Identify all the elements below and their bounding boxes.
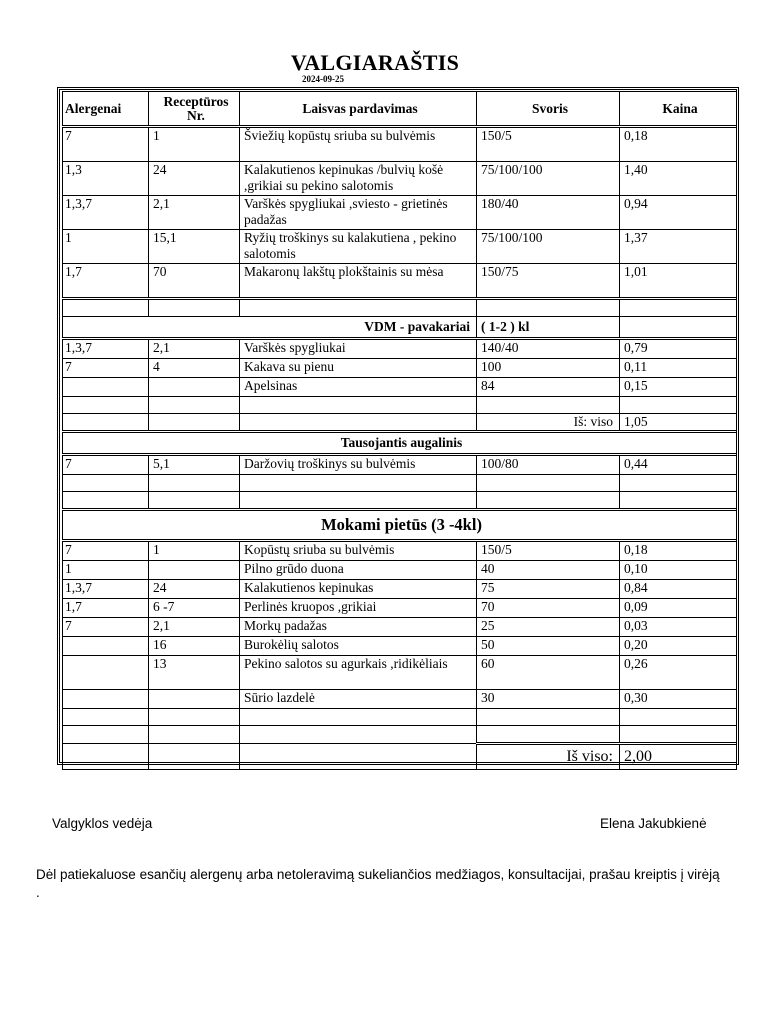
allergens-cell xyxy=(63,637,149,656)
recipe-cell: 15,1 xyxy=(149,230,240,264)
allergens-cell xyxy=(63,656,149,690)
empty-cell xyxy=(149,475,240,492)
empty-cell xyxy=(240,299,477,317)
price-cell: 0,26 xyxy=(620,656,737,690)
empty-cell xyxy=(63,414,149,432)
total-row-vdm xyxy=(63,414,737,432)
recipe-cell: 2,1 xyxy=(149,339,240,359)
dish-name-cell: Apelsinas xyxy=(240,378,477,397)
menu-item-row xyxy=(63,637,737,656)
menu-item-row xyxy=(63,127,737,162)
dish-name-cell: Pilno grūdo duona xyxy=(240,561,477,580)
empty-cell xyxy=(240,397,477,414)
empty-cell xyxy=(63,492,149,510)
allergen-note: Dėl patiekaluose esančių alergenų arba netoleravimą sukeliančios medžiagos, konsultacijai, prašau kreiptis į virėją . xyxy=(36,867,720,900)
allergens-cell: 1,3,7 xyxy=(63,339,149,359)
price-cell: 0,18 xyxy=(620,541,737,561)
menu-item-row xyxy=(63,196,737,230)
empty-cell xyxy=(149,744,240,770)
dish-name-cell: Sūrio lazdelė xyxy=(240,690,477,709)
recipe-cell: 6 -7 xyxy=(149,599,240,618)
empty-row xyxy=(63,397,737,414)
menu-item-row xyxy=(63,690,737,709)
empty-cell xyxy=(477,397,620,414)
empty-cell xyxy=(240,744,477,770)
menu-item-row xyxy=(63,561,737,580)
empty-cell xyxy=(477,299,620,317)
price-cell: 0,30 xyxy=(620,690,737,709)
weight-cell: 70 xyxy=(477,599,620,618)
weight-cell: 100 xyxy=(477,359,620,378)
empty-row xyxy=(63,492,737,510)
section-header-vegetarian xyxy=(63,432,737,455)
empty-row xyxy=(63,709,737,726)
weight-cell: 84 xyxy=(477,378,620,397)
dish-name-cell: Kakava su pienu xyxy=(240,359,477,378)
empty-cell xyxy=(620,492,737,510)
total-label: Iš: viso xyxy=(477,414,620,432)
empty-cell xyxy=(477,709,620,726)
dish-name-cell: Kalakutienos kepinukas xyxy=(240,580,477,599)
dish-name-cell: Makaronų lakštų plokštainis su mėsa xyxy=(240,264,477,299)
recipe-cell: 5,1 xyxy=(149,455,240,475)
empty-cell xyxy=(620,299,737,317)
empty-cell xyxy=(477,492,620,510)
recipe-cell: 13 xyxy=(149,656,240,690)
allergens-cell xyxy=(63,690,149,709)
recipe-cell xyxy=(149,690,240,709)
empty-cell xyxy=(620,397,737,414)
allergens-cell: 7 xyxy=(63,455,149,475)
header-free-sale: Laisvas pardavimas xyxy=(240,92,477,127)
empty-row xyxy=(63,475,737,492)
empty-cell xyxy=(620,726,737,744)
empty-row xyxy=(63,299,737,317)
price-cell: 1,01 xyxy=(620,264,737,299)
page-title: VALGIARAŠTIS xyxy=(290,50,460,75)
empty-cell xyxy=(240,726,477,744)
dish-name-cell: Varškės spygliukai ,sviesto - grietinės padažas xyxy=(240,196,477,230)
menu-item-row xyxy=(63,656,737,690)
empty-cell xyxy=(240,492,477,510)
allergens-cell: 1 xyxy=(63,561,149,580)
allergens-cell: 1,3 xyxy=(63,162,149,196)
weight-cell: 180/40 xyxy=(477,196,620,230)
price-cell: 0,03 xyxy=(620,618,737,637)
allergens-cell: 7 xyxy=(63,127,149,162)
table-header-row xyxy=(63,92,737,127)
header-allergens: Alergenai xyxy=(63,92,149,127)
empty-cell xyxy=(63,299,149,317)
menu-item-row xyxy=(63,264,737,299)
price-cell: 0,18 xyxy=(620,127,737,162)
recipe-cell xyxy=(149,561,240,580)
price-cell: 0,79 xyxy=(620,339,737,359)
dish-name-cell: Varškės spygliukai xyxy=(240,339,477,359)
weight-cell: 25 xyxy=(477,618,620,637)
empty-cell xyxy=(240,709,477,726)
menu-item-row xyxy=(63,230,737,264)
empty-cell xyxy=(63,726,149,744)
weight-cell: 40 xyxy=(477,561,620,580)
empty-cell xyxy=(620,709,737,726)
section-classes-vdm: ( 1-2 ) kl xyxy=(477,317,620,339)
price-cell: 0,44 xyxy=(620,455,737,475)
weight-cell: 75/100/100 xyxy=(477,162,620,196)
menu-item-row xyxy=(63,455,737,475)
price-cell: 0,10 xyxy=(620,561,737,580)
recipe-cell: 2,1 xyxy=(149,618,240,637)
menu-item-row xyxy=(63,580,737,599)
dish-name-cell: Šviežių kopūstų sriuba su bulvėmis xyxy=(240,127,477,162)
section-title-paid-lunch: Mokami pietūs (3 -4kl) xyxy=(63,510,737,541)
price-cell: 0,09 xyxy=(620,599,737,618)
section-title-vdm: VDM - pavakariai xyxy=(63,317,477,339)
dish-name-cell: Morkų padažas xyxy=(240,618,477,637)
price-cell: 1,37 xyxy=(620,230,737,264)
menu-item-row xyxy=(63,599,737,618)
section-title-vegetarian: Tausojantis augalinis xyxy=(63,432,737,455)
total-value: 2,00 xyxy=(620,744,737,770)
menu-item-row xyxy=(63,618,737,637)
empty-cell xyxy=(149,709,240,726)
empty-cell xyxy=(620,475,737,492)
empty-cell xyxy=(477,475,620,492)
weight-cell: 75/100/100 xyxy=(477,230,620,264)
weight-cell: 100/80 xyxy=(477,455,620,475)
empty-row xyxy=(63,726,737,744)
section-header-vdm xyxy=(63,317,737,339)
recipe-cell xyxy=(149,378,240,397)
empty-cell xyxy=(149,414,240,432)
weight-cell: 150/5 xyxy=(477,541,620,561)
empty-cell xyxy=(63,397,149,414)
allergens-cell: 7 xyxy=(63,618,149,637)
recipe-cell: 24 xyxy=(149,162,240,196)
header-recipe: Receptūros Nr. xyxy=(149,92,240,127)
allergens-cell: 1,7 xyxy=(63,264,149,299)
footer-role: Valgyklos vedėja xyxy=(52,816,153,831)
weight-cell: 75 xyxy=(477,580,620,599)
recipe-cell: 24 xyxy=(149,580,240,599)
recipe-cell: 1 xyxy=(149,541,240,561)
empty-cell xyxy=(63,475,149,492)
empty-cell xyxy=(477,726,620,744)
price-cell: 0,15 xyxy=(620,378,737,397)
allergens-cell: 7 xyxy=(63,359,149,378)
price-cell: 0,20 xyxy=(620,637,737,656)
empty-cell xyxy=(620,317,737,339)
empty-cell xyxy=(240,475,477,492)
dish-name-cell: Kopūstų sriuba su bulvėmis xyxy=(240,541,477,561)
allergens-cell: 1 xyxy=(63,230,149,264)
weight-cell: 150/5 xyxy=(477,127,620,162)
menu-table xyxy=(62,91,737,770)
weight-cell: 60 xyxy=(477,656,620,690)
weight-cell: 50 xyxy=(477,637,620,656)
dish-name-cell: Perlinės kruopos ,grikiai xyxy=(240,599,477,618)
footer-signatory: Elena Jakubkienė xyxy=(600,816,707,831)
empty-cell xyxy=(63,709,149,726)
menu-date: 2024-09-25 xyxy=(302,74,344,84)
menu-item-row xyxy=(63,339,737,359)
weight-cell: 140/40 xyxy=(477,339,620,359)
recipe-cell: 4 xyxy=(149,359,240,378)
empty-cell xyxy=(63,744,149,770)
menu-item-row xyxy=(63,541,737,561)
price-cell: 0,11 xyxy=(620,359,737,378)
price-cell: 1,40 xyxy=(620,162,737,196)
allergens-cell xyxy=(63,378,149,397)
empty-cell xyxy=(149,299,240,317)
empty-cell xyxy=(149,397,240,414)
dish-name-cell: Ryžių troškinys su kalakutiena , pekino salotomis xyxy=(240,230,477,264)
allergens-cell: 1,7 xyxy=(63,599,149,618)
allergens-cell: 1,3,7 xyxy=(63,196,149,230)
allergens-cell: 7 xyxy=(63,541,149,561)
dish-name-cell: Pekino salotos su agurkais ,ridikėliais xyxy=(240,656,477,690)
price-cell: 0,94 xyxy=(620,196,737,230)
menu-item-row xyxy=(63,162,737,196)
dish-name-cell: Burokėlių salotos xyxy=(240,637,477,656)
menu-item-row xyxy=(63,359,737,378)
header-price: Kaina xyxy=(620,92,737,127)
section-header-paid-lunch xyxy=(63,510,737,541)
total-value: 1,05 xyxy=(620,414,737,432)
dish-name-cell: Kalakutienos kepinukas /bulvių košė ,grikiai su pekino salotomis xyxy=(240,162,477,196)
recipe-cell: 16 xyxy=(149,637,240,656)
recipe-cell: 2,1 xyxy=(149,196,240,230)
empty-cell xyxy=(149,492,240,510)
recipe-cell: 1 xyxy=(149,127,240,162)
empty-cell xyxy=(149,726,240,744)
dish-name-cell: Daržovių troškinys su bulvėmis xyxy=(240,455,477,475)
allergens-cell: 1,3,7 xyxy=(63,580,149,599)
recipe-cell: 70 xyxy=(149,264,240,299)
price-cell: 0,84 xyxy=(620,580,737,599)
menu-item-row xyxy=(63,378,737,397)
total-row-paid-lunch xyxy=(63,744,737,770)
header-weight: Svoris xyxy=(477,92,620,127)
empty-cell xyxy=(240,414,477,432)
weight-cell: 150/75 xyxy=(477,264,620,299)
weight-cell: 30 xyxy=(477,690,620,709)
total-label: Iš viso: xyxy=(477,744,620,770)
